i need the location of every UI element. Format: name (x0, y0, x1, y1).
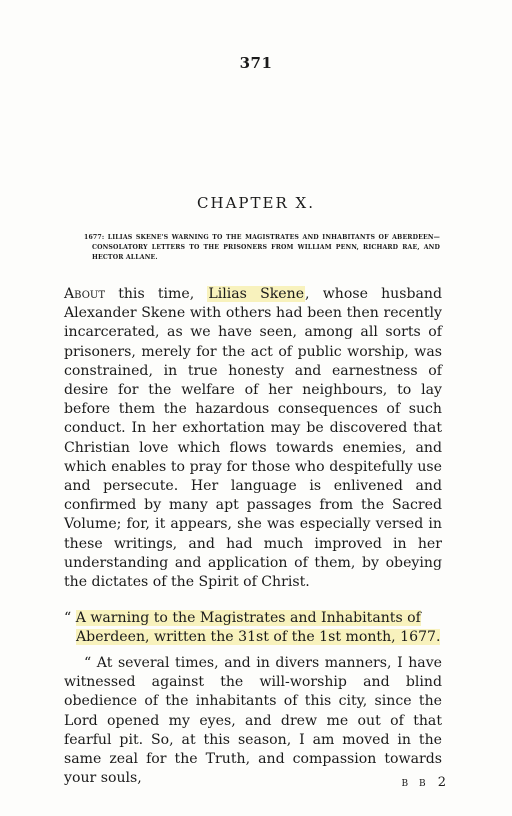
paragraph-intro (64, 285, 442, 592)
signature-number: 2 (437, 775, 450, 790)
paragraph-intro-lead: this time, (105, 286, 208, 302)
quote-heading (64, 609, 442, 647)
quote-heading-line-1 (64, 609, 442, 628)
chapter-title: CHAPTER X. (197, 194, 315, 212)
quote-heading-text-1: A warning to the Magistrates and Inhabitants of (75, 610, 421, 626)
open-quote-mark: “ (64, 610, 76, 626)
quote-heading-text-2: Aberdeen, written the 31st of the 1st month, 1677. (76, 629, 441, 646)
signature-mark (350, 775, 450, 790)
page-number: 371 (239, 54, 273, 72)
signature-letters: B B (401, 779, 430, 789)
dropcap-word: About (64, 286, 106, 302)
paragraph-warning: “ At several times, and in divers manners, I have witnessed against the will-worship and blind obedience of the inhabitants of this city, since the Lord opened my eyes, and drew me out of that fearful pit. So, at this season, I am moved in the same zeal for the Truth, and compassion towards your souls, (64, 655, 442, 787)
quote-heading-line-2 (64, 628, 442, 647)
chapter-summary: 1677: LILIAS SKENE'S WARNING TO THE MAGISTRATES AND INHABITANTS OF ABERDEEN—CONSOLATORY LETTERS TO THE PRISONERS FROM WILLIAM PENN, RICHARD RAE, AND HECTOR ALLANE. (84, 234, 440, 261)
highlighted-name: Lilias Skene (208, 286, 305, 302)
paragraph-intro-body: , whose husband Alexander Skene with others had been then recently incarcerated, as we have seen, among all sorts of prisoners, merely for the act of public worship, was constrained, in true honesty and earnestness of desire for the welfare of her neighbours, to lay before them the hazardous consequences of such conduct. In her exhortation may be discovered that Christian love which flows towards enemies, and which enables to pray for those who despitefully use and persecute. Her language is enlivened and confirmed by many apt passages from the Sacred Volume; for, it appears, she was especially versed in these writings, and had much improved in her understanding and application of them, by obeying the dictates of the Spirit of Christ. (64, 286, 442, 591)
